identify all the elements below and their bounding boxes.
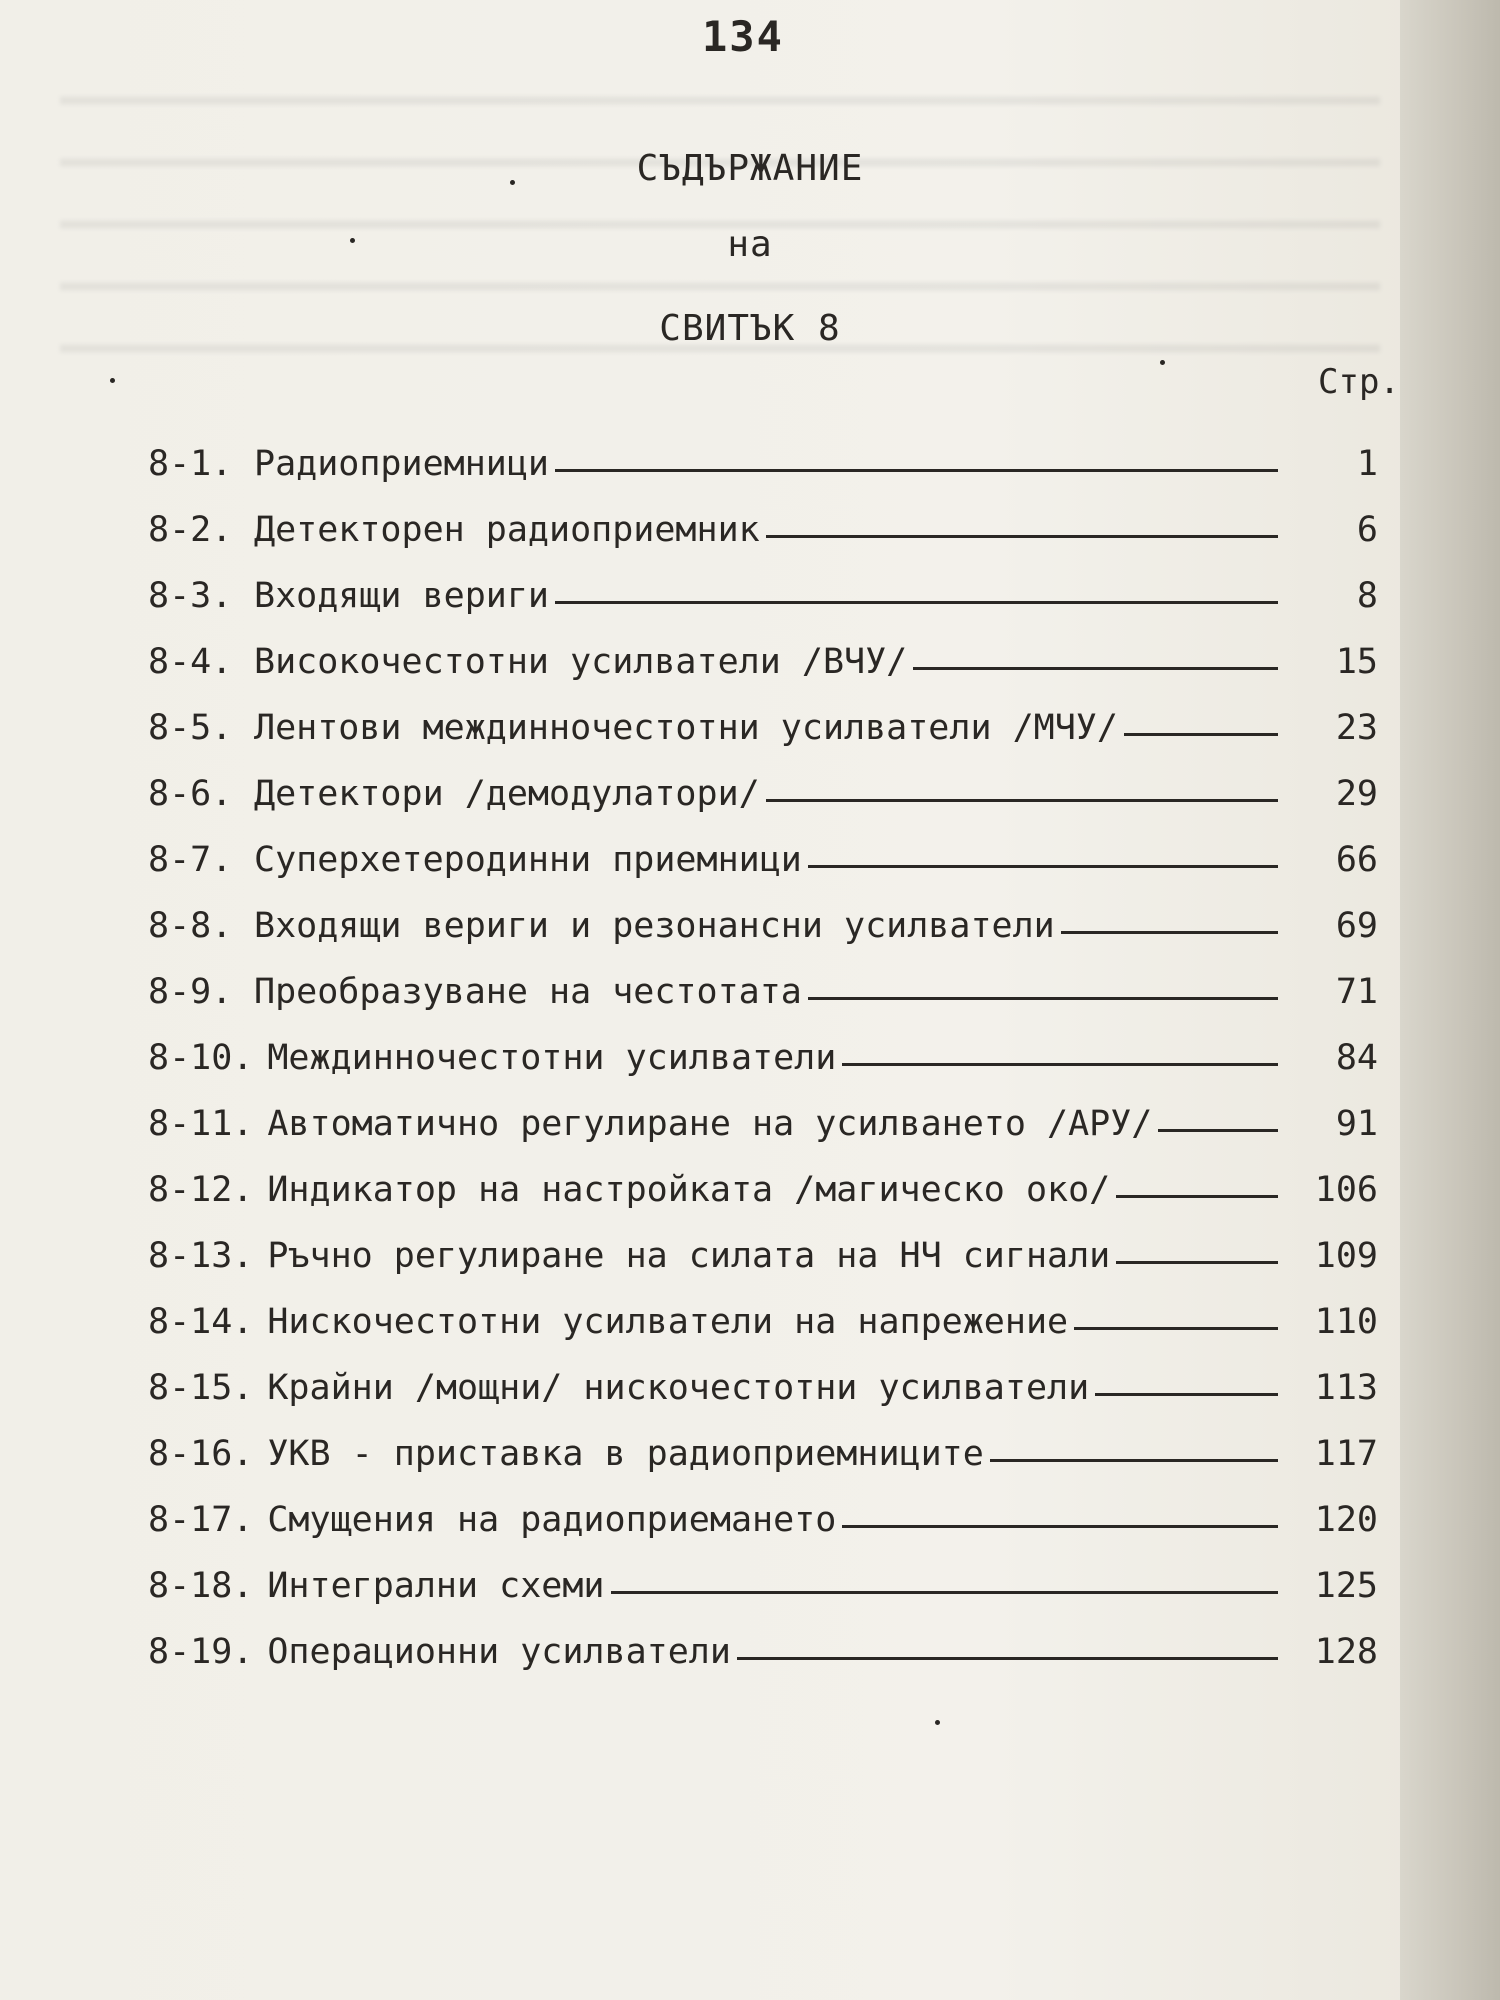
toc-entry-title: Ръчно регулиране на силата на НЧ сигнали: [267, 1236, 1111, 1276]
toc-entry-number: 8-10.: [148, 1038, 254, 1078]
toc-leader-line: [808, 997, 1278, 1000]
toc-leader-line: [808, 865, 1278, 868]
toc-leader-line: [555, 601, 1278, 604]
toc-entry-number: 8-8.: [148, 906, 233, 946]
toc-entry: [148, 1606, 1378, 1672]
toc-entry-title: Преобразуване на честотата: [254, 972, 802, 1012]
toc-leader-line: [611, 1591, 1278, 1594]
page-number: 134: [702, 12, 784, 61]
toc-entry: [148, 484, 1378, 550]
toc-entry: [148, 946, 1378, 1012]
toc-entry: [148, 1342, 1378, 1408]
toc-leader-line: [766, 535, 1278, 538]
toc-entry: [148, 1276, 1378, 1342]
toc-leader-line: [1074, 1327, 1278, 1330]
toc-entry-title: Интегрални схеми: [267, 1566, 605, 1606]
page-binding-shadow: [1400, 0, 1500, 2000]
toc-entry: [148, 1144, 1378, 1210]
toc-entry: [148, 616, 1378, 682]
toc-entry-page: 128: [1314, 1632, 1378, 1672]
toc-leader-line: [1116, 1195, 1278, 1198]
toc-entry-title: Смущения на радиоприемането: [267, 1500, 837, 1540]
toc-entry-number: 8-17.: [148, 1500, 254, 1540]
toc-leader-line: [842, 1525, 1278, 1528]
toc-entry-number: 8-1.: [148, 444, 233, 484]
toc-entry-title: Входящи вериги: [254, 576, 550, 616]
toc-leader-line: [913, 667, 1278, 670]
toc-leader-line: [1095, 1393, 1278, 1396]
toc-entry-number: 8-7.: [148, 840, 233, 880]
toc-entry: [148, 1078, 1378, 1144]
toc-entry-number: 8-15.: [148, 1368, 254, 1408]
toc-entry-page: 71: [1335, 972, 1378, 1012]
toc-entry-number: 8-16.: [148, 1434, 254, 1474]
volume-heading: СВИТЪК 8: [659, 308, 841, 349]
toc-entry-number: 8-4.: [148, 642, 233, 682]
toc-entry-page: 8: [1356, 576, 1378, 616]
toc-entry-number: 8-12.: [148, 1170, 254, 1210]
toc-entry: [148, 1210, 1378, 1276]
toc-entry-page: 113: [1314, 1368, 1378, 1408]
toc-entry-page: 120: [1314, 1500, 1378, 1540]
toc-entry-number: 8-13.: [148, 1236, 254, 1276]
toc-entry-title: Операционни усилватели: [267, 1632, 731, 1672]
paper-speck: [110, 378, 115, 383]
toc-entry-title: Нискочестотни усилватели на напрежение: [267, 1302, 1069, 1342]
toc-entry-number: 8-2.: [148, 510, 233, 550]
toc-entry-title: Детектори /демодулатори/: [254, 774, 760, 814]
toc-entry-number: 8-18.: [148, 1566, 254, 1606]
toc-entry-title: Индикатор на настройката /магическо око/: [267, 1170, 1111, 1210]
toc-entry-page: 125: [1314, 1566, 1378, 1606]
toc-entry-page: 15: [1335, 642, 1378, 682]
toc-entry-title: Входящи вериги и резонансни усилватели: [254, 906, 1055, 946]
paper-speck: [350, 238, 355, 243]
toc-entry-title: Високочестотни усилватели /ВЧУ/: [254, 642, 908, 682]
contents-heading: СЪДЪРЖАНИЕ: [636, 148, 864, 189]
toc-leader-line: [766, 799, 1278, 802]
toc-leader-line: [1124, 733, 1278, 736]
toc-entry-title: Автоматично регулиране на усилването /АРУ/: [267, 1104, 1153, 1144]
toc-entry: [148, 418, 1378, 484]
toc-entry-page: 23: [1335, 708, 1378, 748]
toc-entry-page: 91: [1335, 1104, 1378, 1144]
toc-entry: [148, 1408, 1378, 1474]
paper-speck: [1160, 360, 1165, 365]
toc-entry-title: Междинночестотни усилватели: [267, 1038, 837, 1078]
paper-speck: [935, 1720, 940, 1725]
toc-entry-page: 110: [1314, 1302, 1378, 1342]
table-of-contents: [148, 418, 1378, 1672]
toc-entry-number: 8-5.: [148, 708, 233, 748]
contents-heading-connector: на: [727, 224, 773, 265]
toc-entry: [148, 682, 1378, 748]
toc-entry-page: 66: [1335, 840, 1378, 880]
toc-leader-line: [1061, 931, 1278, 934]
toc-entry: [148, 880, 1378, 946]
toc-entry: [148, 1540, 1378, 1606]
toc-entry-title: УКВ - приставка в радиоприемниците: [267, 1434, 984, 1474]
toc-entry-page: 1: [1356, 444, 1378, 484]
toc-entry-number: 8-9.: [148, 972, 233, 1012]
page-column-label: Стр.: [1318, 362, 1400, 402]
toc-entry-number: 8-3.: [148, 576, 233, 616]
toc-entry-page: 117: [1314, 1434, 1378, 1474]
toc-leader-line: [1116, 1261, 1278, 1264]
toc-entry-number: 8-19.: [148, 1632, 254, 1672]
toc-entry: [148, 550, 1378, 616]
toc-entry-title: Детекторен радиоприемник: [254, 510, 760, 550]
toc-entry-page: 106: [1314, 1170, 1378, 1210]
toc-entry-page: 69: [1335, 906, 1378, 946]
toc-leader-line: [990, 1459, 1278, 1462]
toc-entry-title: Суперхетеродинни приемници: [254, 840, 802, 880]
toc-entry: [148, 814, 1378, 880]
toc-leader-line: [555, 469, 1278, 472]
toc-entry-page: 6: [1356, 510, 1378, 550]
toc-entry-title: Радиоприемници: [254, 444, 550, 484]
toc-leader-line: [842, 1063, 1278, 1066]
toc-leader-line: [737, 1657, 1278, 1660]
toc-entry-number: 8-14.: [148, 1302, 254, 1342]
toc-entry-title: Лентови междинночестотни усилватели /МЧУ/: [254, 708, 1118, 748]
toc-entry: [148, 748, 1378, 814]
toc-entry: [148, 1474, 1378, 1540]
toc-entry-number: 8-6.: [148, 774, 233, 814]
toc-entry-page: 84: [1335, 1038, 1378, 1078]
toc-entry-title: Крайни /мощни/ нискочестотни усилватели: [267, 1368, 1090, 1408]
toc-entry: [148, 1012, 1378, 1078]
toc-entry-page: 109: [1314, 1236, 1378, 1276]
toc-leader-line: [1158, 1129, 1278, 1132]
toc-entry-number: 8-11.: [148, 1104, 254, 1144]
toc-entry-page: 29: [1335, 774, 1378, 814]
paper-speck: [510, 180, 515, 185]
